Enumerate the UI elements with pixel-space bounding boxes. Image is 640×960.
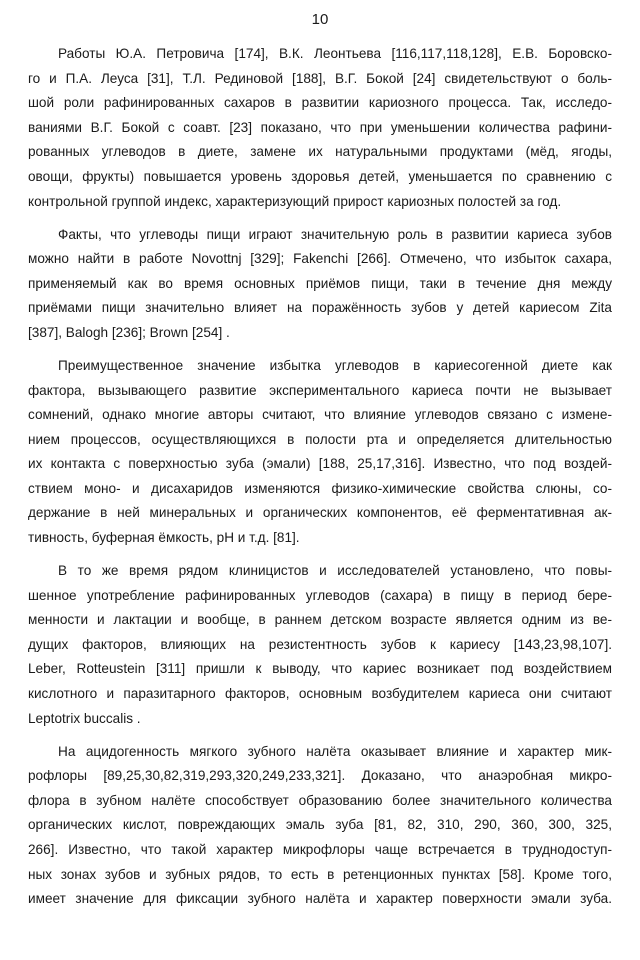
text-line: менности и лактации и вообще, в раннем детском возрасте является одним из ве- (28, 612, 612, 628)
text-line: Преимущественное значение избытка углеводов в кариесогенной диете как (58, 357, 612, 373)
paragraph (28, 354, 612, 551)
text-line: ваниями В.Г. Бокой с соавт. [23] показано, что при уменьшении количества рафини- (28, 119, 612, 135)
text-line: Leptotrix buccalis . (28, 710, 141, 726)
text-line: сомнений, однако многие авторы считают, что влияние углеводов связано с измене- (28, 407, 612, 423)
text-line: овощи, фрукты) повышается уровень здоровья детей, уменьшается по сравнению с (28, 168, 612, 184)
text-line: ных зонах зубов и зубных рядов, то есть в ретенционных пунктах [58]. Кроме того, (28, 866, 612, 882)
text-line: Leber, Rotteustein [311] пришли к выводу, что кариес возникает под воздействием (28, 661, 612, 677)
text-line: На ацидогенность мягкого зубного налёта оказывает влияние и характер мик- (58, 743, 612, 759)
text-line: 266]. Известно, что такой характер микрофлоры чаще встречается в труднодоступ- (28, 841, 612, 857)
text-line: контрольной группой индекс, характеризующий прирост кариозных полостей за год. (28, 193, 562, 209)
text-line: фактора, вызывающего развитие экспериментального кариеса почти не вызывает (28, 382, 612, 398)
text-line: применяемый как во время основных приёмов пищи, таки в течение дня между (28, 275, 612, 291)
text-line: приёмами пищи значительно влияет на поражённость зубов у детей кариесом Zita (28, 300, 612, 316)
paragraph (28, 42, 612, 214)
text-line: Работы Ю.А. Петровича [174], В.К. Леонтьева [116,117,118,128], Е.В. Боровско- (58, 46, 612, 61)
text-line: флора в зубном налёте способствует образованию более значительного количества (28, 792, 612, 808)
text-line: имеет значение для фиксации зубного налёта и характер поверхности эмали зуба. (28, 891, 612, 907)
text-line: шенное употребление рафинированных углеводов (сахара) в пищу в период бере- (28, 587, 612, 603)
text-line: держание в ней минеральных и органических компонентов, её ферментативная ак- (28, 505, 612, 521)
paragraph (28, 223, 612, 346)
text-line: кислотного и паразитарного факторов, основным возбудителем кариеса они считают (28, 686, 612, 702)
text-line: шой роли рафинированных сахаров в развитии кариозного процесса. Так, исследо- (28, 95, 612, 111)
text-line: можно найти в работе Novottnj [329]; Fakenchi [266]. Отмечено, что избыток сахара, (28, 251, 612, 267)
page-number: 10 (311, 11, 329, 28)
text-line: В то же время рядом клиницистов и исследователей установлено, что повы- (58, 563, 612, 579)
text-line: органических кислот, повреждающих эмаль зуба [81, 82, 310, 290, 360, 300, 325, (28, 817, 612, 833)
text-line: тивность, буферная ёмкость, pH и т.д. [81]. (28, 530, 300, 546)
text-line: их контакта с поверхностью зуба (эмали) [188, 25,17,316]. Известно, что под воздей- (28, 456, 612, 472)
text-line: ствием моно- и дисахаридов изменяются физико-химические свойства слюны, со- (28, 480, 612, 496)
text-line: Факты, что углеводы пищи играют значительную роль в развитии кариеса зубов (58, 226, 612, 242)
text-line: дущих факторов, влияющих на резистентность зубов к кариесу [143,23,98,107]. (28, 636, 612, 652)
text-line: [387], Balogh [236]; Brown [254] . (28, 324, 230, 340)
text-line: рофлоры [89,25,30,82,319,293,320,249,233,321]. Доказано, что анаэробная микро- (28, 768, 612, 784)
paragraph (28, 559, 612, 731)
document-body (28, 42, 612, 912)
text-line: го и П.А. Леуса [31], Т.Л. Рединовой [188], В.Г. Бокой [24] свидетельствуют о боль- (28, 70, 612, 86)
text-line: нием процессов, осуществляющихся в полости рта и определяется длительностью (28, 431, 612, 447)
text-line: рованных углеводов в диете, замене их натуральными продуктами (мёд, ягоды, (28, 144, 612, 160)
paragraph (28, 740, 612, 912)
